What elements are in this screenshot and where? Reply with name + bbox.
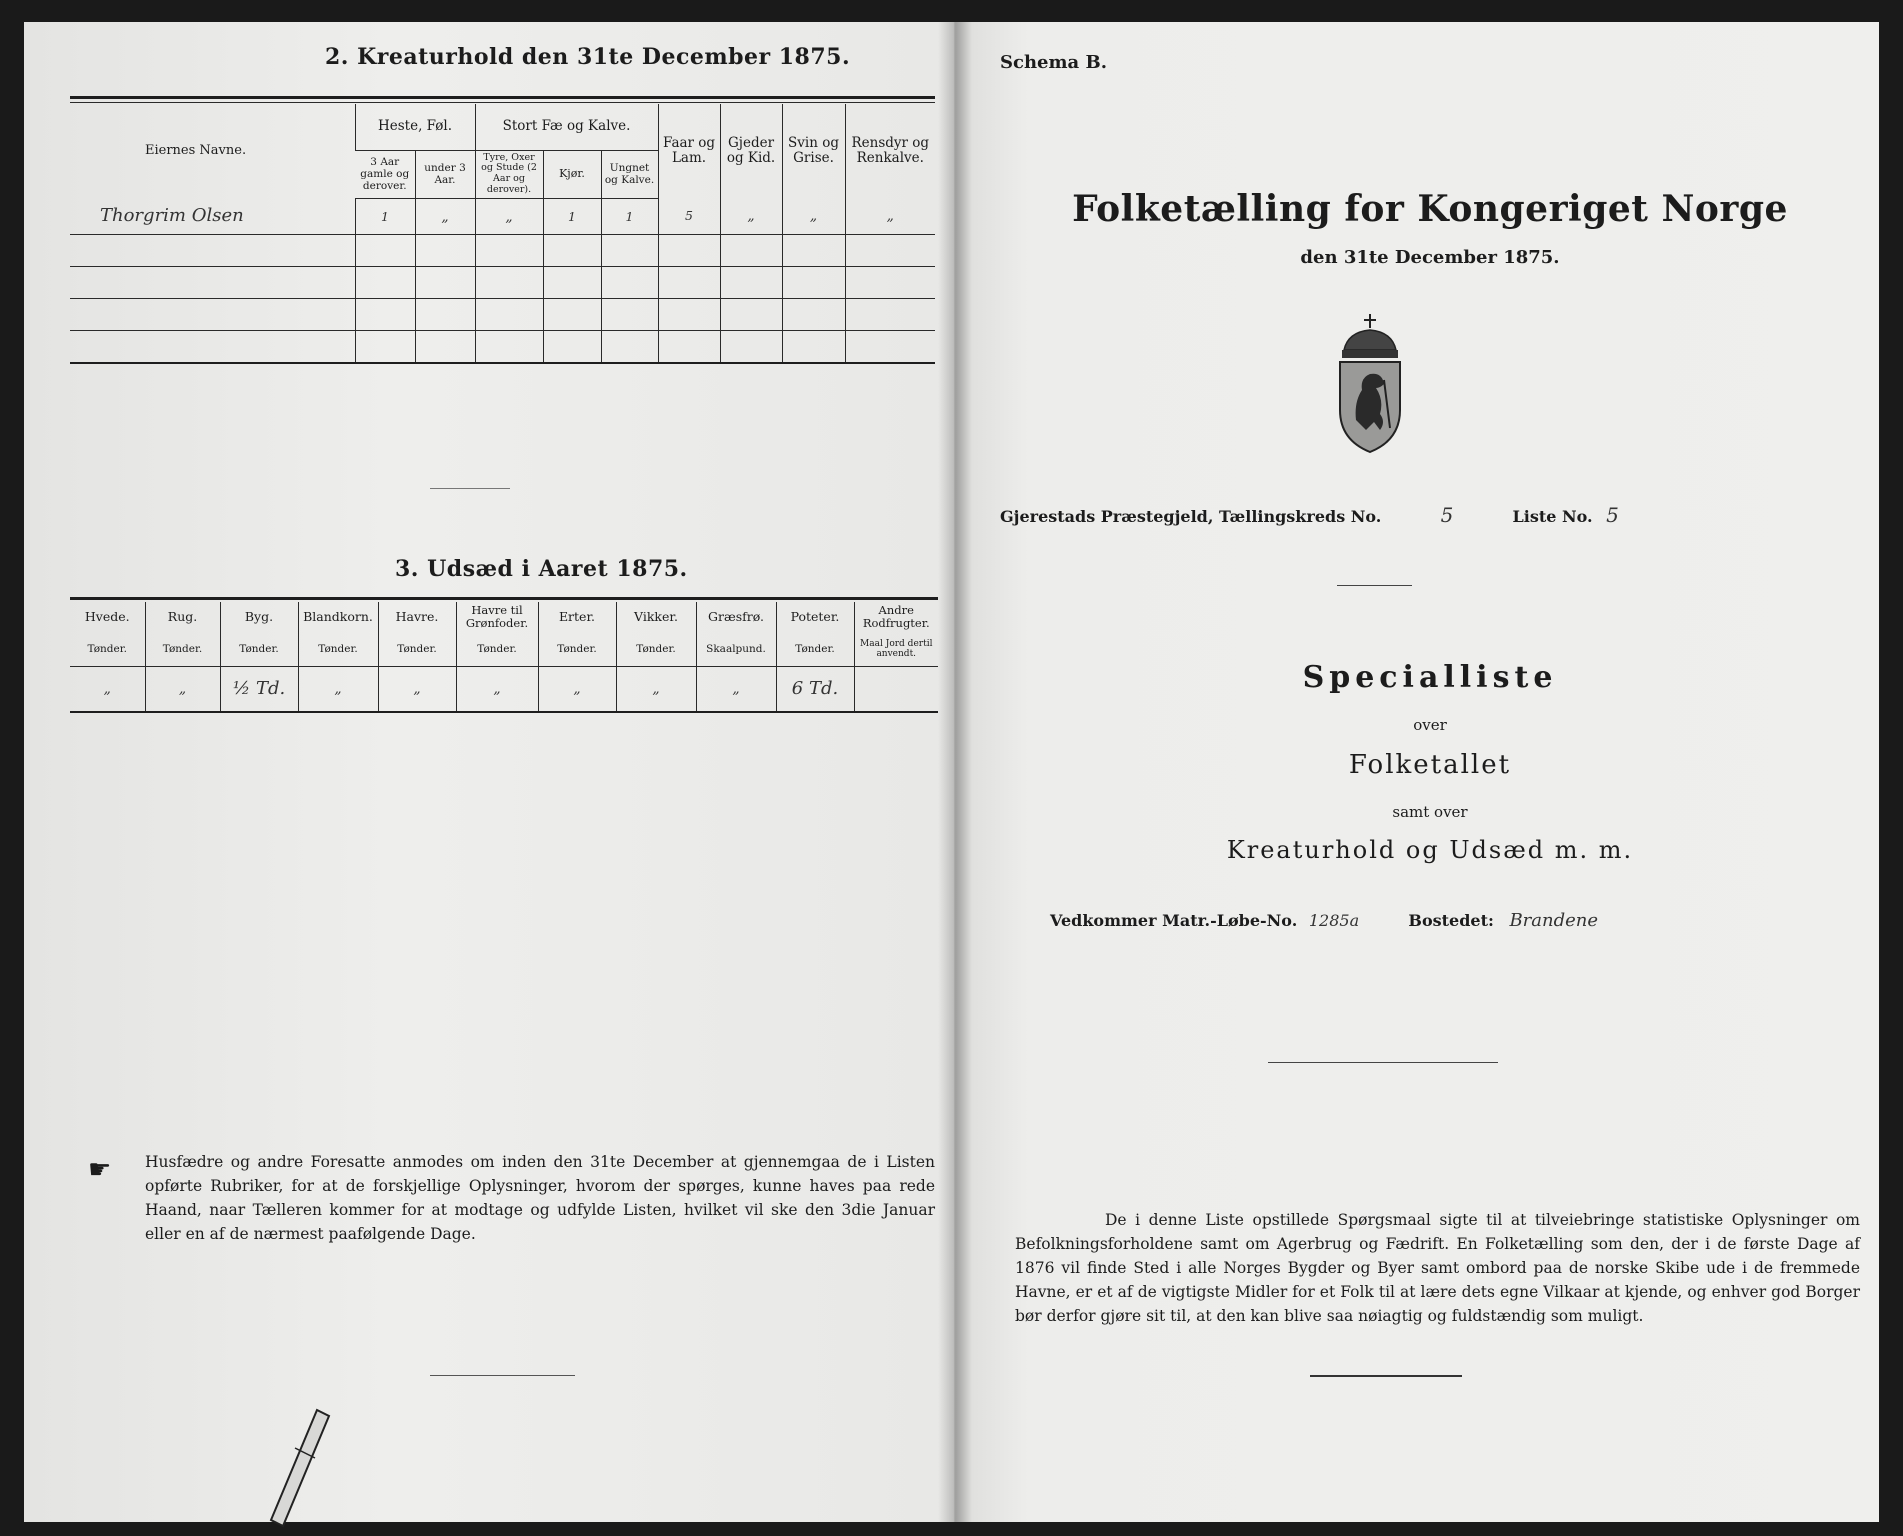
table-row [70, 267, 935, 299]
seed-value: „ [696, 666, 776, 712]
ungnet-header: Ungnet og Kalve. [601, 150, 658, 199]
seed-unit: Skaalpund. [696, 632, 776, 666]
book-gutter [938, 22, 972, 1522]
divider [430, 488, 510, 489]
rensdyr-header: Rensdyr og Renkalve. [845, 104, 935, 199]
divider [430, 1375, 575, 1376]
kreaturhold-heading: Kreaturhold og Udsæd m. m. [1226, 836, 1634, 864]
divider [1337, 585, 1412, 586]
seed-unit: Maal Jord dertil anvendt. [854, 632, 938, 666]
bostedet-value: Brandene [1509, 910, 1599, 931]
heste-under3-header: under 3 Aar. [415, 150, 475, 199]
liste-no-value: 5 [1606, 503, 1619, 527]
specialliste-heading: Specialliste [1302, 660, 1558, 695]
seed-header-vikker: Vikker. [616, 602, 696, 632]
section3-title: 3. Udsæd i Aaret 1875. [395, 556, 688, 582]
matr-label: Vedkommer Matr.-Løbe-No. [1050, 911, 1298, 930]
kjor-value: 1 [543, 199, 601, 235]
samt-over-text: samt over [1392, 803, 1468, 821]
seed-value [854, 666, 938, 712]
livestock-top-rule [70, 96, 935, 99]
gjeder-header: Gjeder og Kid. [720, 104, 782, 199]
section2-title: 2. Kreaturhold den 31te December 1875. [325, 44, 851, 70]
seed-unit: Tønder. [70, 632, 145, 666]
seed-header-hvede: Hvede. [84, 609, 130, 625]
seed-unit: Tønder. [538, 632, 616, 666]
seed-header-havre: Havre. [378, 602, 456, 632]
seed-header-rug: Rug. [145, 602, 220, 632]
pointing-hand-icon: ☛ [88, 1155, 112, 1185]
owner-header: Eiernes Navne. [145, 142, 247, 158]
heste-header: Heste, Føl. [355, 104, 475, 150]
seed-table [70, 602, 938, 713]
seed-header-blandkorn: Blandkorn. [298, 602, 378, 632]
table-row [70, 299, 935, 331]
seed-unit: Tønder. [378, 632, 456, 666]
table-row [70, 199, 935, 235]
stort-fae-header: Stort Fæ og Kalve. [475, 104, 658, 150]
seed-value: „ [538, 666, 616, 712]
notice-text: Husfædre og andre Foresatte anmodes om inden den 31te December at gjennemgaa de i Listen opførte Rubriker, for at de forskjellige Oplysninger, hvorom der spørges, kunne haves paa rede Haand, naar Tælleren kommer for at modtage og udfylde Listen, hvilket vil ske den 3die Januar eller en af de nærmest paafølgende Dage. [145, 1153, 935, 1243]
seed-value: „ [616, 666, 696, 712]
gjeder-value: „ [720, 199, 782, 235]
liste-label: Liste No. [1512, 507, 1593, 526]
seed-value: „ [378, 666, 456, 712]
seed-value: „ [456, 666, 538, 712]
heste-3aar-header: 3 Aar gamle og derover. [355, 150, 415, 199]
seed-unit: Tønder. [776, 632, 854, 666]
seed-unit: Tønder. [220, 632, 298, 666]
seed-value: „ [298, 666, 378, 712]
seed-value: „ [103, 681, 111, 698]
kjor-header: Kjør. [543, 150, 601, 199]
faar-value: 5 [658, 199, 720, 235]
folketallet-heading: Folketallet [1348, 750, 1512, 780]
svin-header: Svin og Grise. [782, 104, 845, 199]
owner-name: Thorgrim Olsen [100, 205, 244, 227]
seed-unit: Tønder. [456, 632, 538, 666]
page-subtitle: den 31te December 1875. [1300, 247, 1560, 268]
ungnet-value: 1 [601, 199, 658, 235]
parish-label: Gjerestads Præstegjeld, Tællingskreds No. [1000, 507, 1382, 526]
seed-header-erter: Erter. [538, 602, 616, 632]
faar-header: Faar og Lam. [658, 104, 720, 199]
page-title: Folketælling for Kongeriget Norge [1072, 188, 1788, 230]
heste-under3-value: „ [415, 199, 475, 235]
tyre-value: „ [475, 199, 543, 235]
matr-no-value: 1285a [1308, 911, 1360, 930]
tyre-header: Tyre, Oxer og Stude (2 Aar og derover). [475, 150, 543, 199]
rensdyr-value: „ [845, 199, 935, 235]
seed-header-poteter: Poteter. [776, 602, 854, 632]
pen-icon [265, 1408, 335, 1528]
seed-value: ½ Td. [220, 666, 298, 712]
seed-header-havre-gronfoder: Havre til Grønfoder. [456, 602, 538, 632]
schema-label: Schema B. [1000, 52, 1107, 73]
svin-value: „ [782, 199, 845, 235]
over-text: over [1413, 716, 1447, 734]
divider [1310, 1375, 1462, 1377]
seed-unit: Tønder. [298, 632, 378, 666]
coat-of-arms-icon [1330, 310, 1410, 455]
seed-value: „ [145, 666, 220, 712]
seed-unit: Tønder. [145, 632, 220, 666]
seed-header-byg: Byg. [220, 602, 298, 632]
livestock-table [70, 104, 935, 364]
table-row [70, 235, 935, 267]
seed-unit: Tønder. [616, 632, 696, 666]
parish-line [1000, 503, 1619, 527]
explanatory-paragraph: De i denne Liste opstillede Spørgsmaal sigte til at tilveiebringe statistiske Oplysninger om Befolkningsforholdene samt om Agerbrug og Fædrift. En Folketælling som den, der i de første Dage af 1876 vil finde Sted i alle Norges Bygder og Byer samt ombord paa de norske Skibe ude i de fremmede Havne, er et af de vigtigste Midler for et Folk til at lære dets egne Vilkaar at kjende, og enhver god Borger bør derfor gjøre sit til, at den kan blive saa nøiagtig og fuldstændig som muligt. [1015, 1211, 1860, 1325]
table-row [70, 331, 935, 363]
table-row [70, 666, 938, 712]
kreds-no-value: 5 [1440, 503, 1454, 527]
seed-header-graesfro: Græsfrø. [696, 602, 776, 632]
matr-line [1050, 910, 1598, 931]
seed-value: 6 Td. [776, 666, 854, 712]
seed-header-andre: Andre Rodfrugter. [854, 602, 938, 632]
seed-top-rule [70, 597, 938, 600]
bostedet-label: Bostedet: [1408, 911, 1494, 930]
divider [1268, 1062, 1498, 1063]
heste-3aar-value: 1 [355, 199, 415, 235]
